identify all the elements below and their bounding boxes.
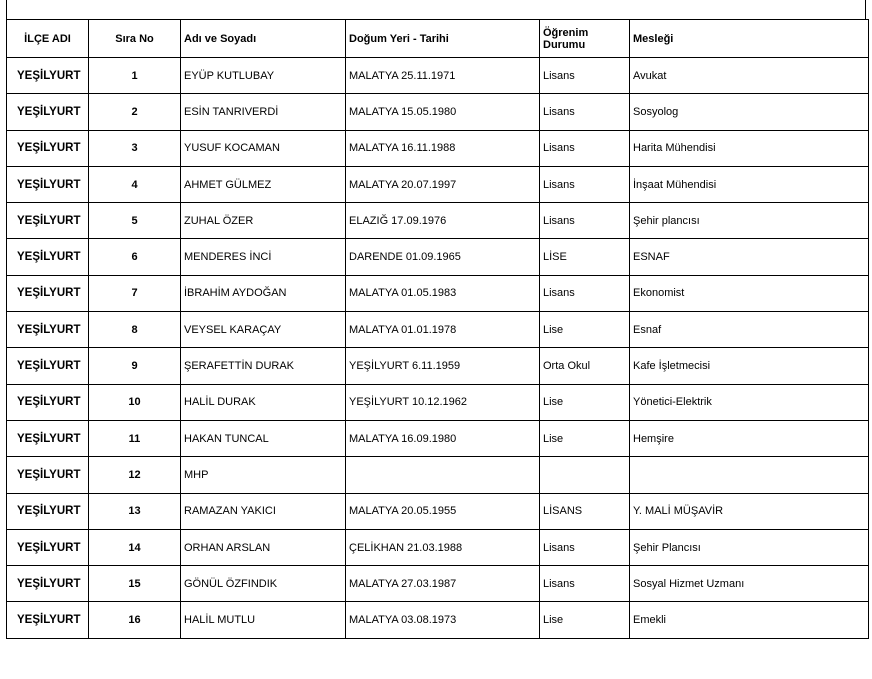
cell-ad-soyad: GÖNÜL ÖZFINDIK	[181, 566, 346, 602]
cell-meslek	[630, 457, 869, 493]
cell-ad-soyad: EYÜP KUTLUBAY	[181, 58, 346, 94]
cell-ad-soyad: ESİN TANRIVERDİ	[181, 94, 346, 130]
cell-meslek: İnşaat Mühendisi	[630, 166, 869, 202]
cell-ilce: YEŞİLYURT	[7, 166, 89, 202]
table-row	[7, 58, 869, 94]
cell-sira-no: 3	[89, 130, 181, 166]
cell-meslek: Esnaf	[630, 312, 869, 348]
cell-ad-soyad: ORHAN ARSLAN	[181, 529, 346, 565]
cell-ilce: YEŞİLYURT	[7, 203, 89, 239]
cell-ogrenim: Lise	[540, 420, 630, 456]
cell-ad-soyad: İBRAHİM AYDOĞAN	[181, 275, 346, 311]
cell-meslek: Kafe İşletmecisi	[630, 348, 869, 384]
cell-ilce: YEŞİLYURT	[7, 566, 89, 602]
cell-ad-soyad: MENDERES İNCİ	[181, 239, 346, 275]
cell-sira-no: 14	[89, 529, 181, 565]
cell-ogrenim: Lise	[540, 602, 630, 638]
cell-sira-no: 10	[89, 384, 181, 420]
cell-sira-no: 6	[89, 239, 181, 275]
cell-meslek: Şehir Plancısı	[630, 529, 869, 565]
header-ogrenim	[540, 20, 630, 58]
cell-sira-no: 7	[89, 275, 181, 311]
cell-dogum: YEŞİLYURT 6.11.1959	[346, 348, 540, 384]
header-sira-no: Sıra No	[89, 20, 181, 58]
cell-ad-soyad: ŞERAFETTİN DURAK	[181, 348, 346, 384]
cell-ilce: YEŞİLYURT	[7, 529, 89, 565]
cell-ogrenim: Lisans	[540, 58, 630, 94]
table-row	[7, 239, 869, 275]
table-row	[7, 203, 869, 239]
header-ogrenim-label: Öğrenim Durumu	[543, 26, 589, 51]
cell-dogum: ÇELİKHAN 21.03.1988	[346, 529, 540, 565]
cell-dogum: MALATYA 15.05.1980	[346, 94, 540, 130]
cell-dogum: MALATYA 25.11.1971	[346, 58, 540, 94]
cell-ogrenim: Orta Okul	[540, 348, 630, 384]
header-row	[7, 20, 869, 58]
cell-ilce: YEŞİLYURT	[7, 493, 89, 529]
cell-meslek: Yönetici-Elektrik	[630, 384, 869, 420]
cell-sira-no: 13	[89, 493, 181, 529]
cell-meslek: Ekonomist	[630, 275, 869, 311]
cell-ogrenim: Lisans	[540, 94, 630, 130]
table-header	[7, 20, 869, 58]
cell-dogum: MALATYA 20.07.1997	[346, 166, 540, 202]
cell-dogum: ELAZIĞ 17.09.1976	[346, 203, 540, 239]
candidate-table	[6, 19, 869, 639]
cell-dogum: DARENDE 01.09.1965	[346, 239, 540, 275]
cell-ogrenim: Lisans	[540, 130, 630, 166]
header-meslek: Mesleği	[630, 20, 869, 58]
cell-ogrenim: LİSE	[540, 239, 630, 275]
cell-ad-soyad: HALİL MUTLU	[181, 602, 346, 638]
table-row	[7, 130, 869, 166]
cell-dogum: MALATYA 16.09.1980	[346, 420, 540, 456]
cell-ilce: YEŞİLYURT	[7, 130, 89, 166]
cell-meslek: Şehir plancısı	[630, 203, 869, 239]
table-row	[7, 529, 869, 565]
table-row	[7, 457, 869, 493]
cell-sira-no: 1	[89, 58, 181, 94]
cell-meslek: Harita Mühendisi	[630, 130, 869, 166]
cell-sira-no: 4	[89, 166, 181, 202]
cell-ogrenim: Lisans	[540, 166, 630, 202]
cell-ogrenim: Lise	[540, 312, 630, 348]
cell-dogum: MALATYA 01.05.1983	[346, 275, 540, 311]
cell-ad-soyad: MHP	[181, 457, 346, 493]
table-row	[7, 493, 869, 529]
header-dogum: Doğum Yeri - Tarihi	[346, 20, 540, 58]
table-row	[7, 602, 869, 638]
cell-meslek: Avukat	[630, 58, 869, 94]
cell-ilce: YEŞİLYURT	[7, 239, 89, 275]
cell-dogum	[346, 457, 540, 493]
table-row	[7, 348, 869, 384]
cell-sira-no: 8	[89, 312, 181, 348]
cell-ogrenim	[540, 457, 630, 493]
cell-dogum: MALATYA 01.01.1978	[346, 312, 540, 348]
cell-ad-soyad: RAMAZAN YAKICI	[181, 493, 346, 529]
cell-meslek: Sosyal Hizmet Uzmanı	[630, 566, 869, 602]
cell-meslek: Sosyolog	[630, 94, 869, 130]
cell-dogum: MALATYA 16.11.1988	[346, 130, 540, 166]
table-row	[7, 94, 869, 130]
cell-ilce: YEŞİLYURT	[7, 348, 89, 384]
cell-ad-soyad: AHMET GÜLMEZ	[181, 166, 346, 202]
table-row	[7, 420, 869, 456]
cell-ilce: YEŞİLYURT	[7, 312, 89, 348]
cell-ad-soyad: VEYSEL KARAÇAY	[181, 312, 346, 348]
cell-sira-no: 9	[89, 348, 181, 384]
cell-ilce: YEŞİLYURT	[7, 94, 89, 130]
cell-ogrenim: Lisans	[540, 529, 630, 565]
cell-ilce: YEŞİLYURT	[7, 420, 89, 456]
cell-dogum: MALATYA 03.08.1973	[346, 602, 540, 638]
table-row	[7, 312, 869, 348]
cell-sira-no: 2	[89, 94, 181, 130]
table-row	[7, 566, 869, 602]
cell-meslek: Y. MALİ MÜŞAVİR	[630, 493, 869, 529]
table-row	[7, 384, 869, 420]
cell-ad-soyad: HAKAN TUNCAL	[181, 420, 346, 456]
header-ad-soyad: Adı ve Soyadı	[181, 20, 346, 58]
cell-ilce: YEŞİLYURT	[7, 384, 89, 420]
cell-ogrenim: Lisans	[540, 275, 630, 311]
cell-sira-no: 16	[89, 602, 181, 638]
cell-ilce: YEŞİLYURT	[7, 58, 89, 94]
cell-meslek: ESNAF	[630, 239, 869, 275]
cell-ogrenim: LİSANS	[540, 493, 630, 529]
cell-ad-soyad: HALİL DURAK	[181, 384, 346, 420]
table-row	[7, 275, 869, 311]
cell-sira-no: 11	[89, 420, 181, 456]
cell-dogum: MALATYA 20.05.1955	[346, 493, 540, 529]
cell-meslek: Emekli	[630, 602, 869, 638]
cell-ilce: YEŞİLYURT	[7, 602, 89, 638]
cell-sira-no: 12	[89, 457, 181, 493]
cell-ilce: YEŞİLYURT	[7, 275, 89, 311]
cell-ogrenim: Lise	[540, 384, 630, 420]
cell-sira-no: 15	[89, 566, 181, 602]
cell-ogrenim: Lisans	[540, 566, 630, 602]
cell-ogrenim: Lisans	[540, 203, 630, 239]
cell-dogum: YEŞİLYURT 10.12.1962	[346, 384, 540, 420]
table-top-frame	[6, 0, 866, 19]
table-row	[7, 166, 869, 202]
cell-dogum: MALATYA 27.03.1987	[346, 566, 540, 602]
cell-sira-no: 5	[89, 203, 181, 239]
header-ilce: İLÇE ADI	[7, 20, 89, 58]
cell-ilce: YEŞİLYURT	[7, 457, 89, 493]
cell-ad-soyad: YUSUF KOCAMAN	[181, 130, 346, 166]
cell-meslek: Hemşire	[630, 420, 869, 456]
cell-ad-soyad: ZUHAL ÖZER	[181, 203, 346, 239]
table-body	[7, 58, 869, 639]
